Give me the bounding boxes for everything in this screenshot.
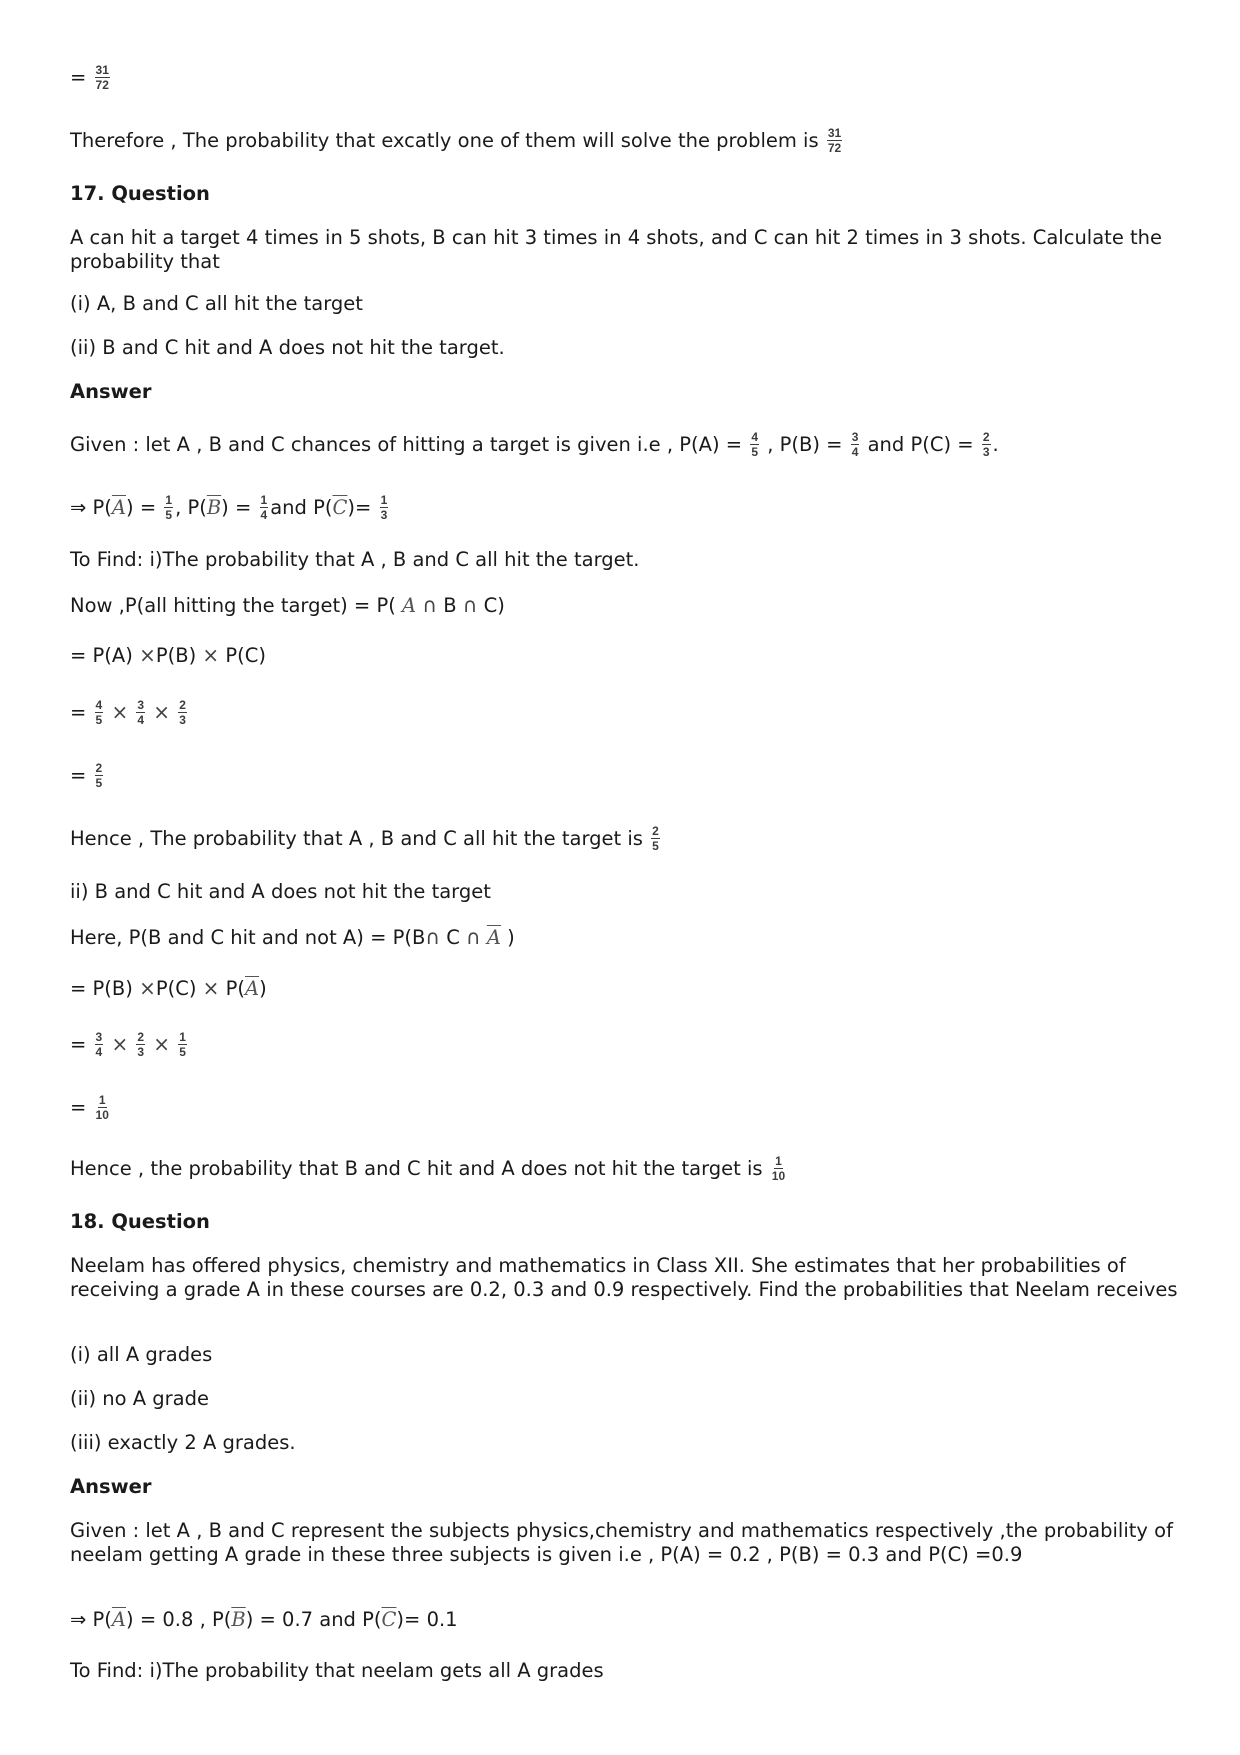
now-line: Now ,P(all hitting the target) = P( A ∩ B ∩ C) — [70, 593, 505, 617]
implies-arrow: ⇒ — [70, 496, 87, 519]
equals-sign: = — [70, 66, 87, 89]
find-ii-line: ii) B and C hit and A does not hit the target — [70, 880, 491, 903]
implies-arrow: ⇒ — [70, 1608, 87, 1631]
fraction: $\frac{3}{4}$ — [137, 698, 145, 727]
find-i-line: To Find: i)The probability that A , B and C all hit the target. — [70, 548, 640, 571]
step-4-line: = $\frac{1}{10}$ — [70, 1093, 109, 1122]
step-3-line: = $\frac{3}{4}$ × $\frac{2}{3}$ × $\frac{1}{5}$ — [70, 1030, 186, 1059]
fraction: $\frac{31}{72}$ — [827, 126, 842, 155]
question-18-heading: 18. Question — [70, 1210, 210, 1233]
answer-17-heading: Answer — [70, 380, 152, 403]
q18-find-i-line: To Find: i)The probability that neelam gets all A grades — [70, 1659, 604, 1682]
fraction: $\frac{2}{3}$ — [982, 430, 990, 459]
product-ii-line: = $P(B) \times P(C) \times P(\overline{A})$ — [70, 976, 267, 1000]
q18-complement-line: ⇒ $P(\overline{A}) = 0.8$ , $P(\overline{B}) = 0.7$ and $P(\overline{C})= 0.1$ — [70, 1608, 458, 1631]
therefore-line — [70, 127, 844, 156]
question-18-statement: Neelam has offered physics, chemistry and mathematics in Class XII. She estimates that her probabilities of receiving a grade A in these courses are 0.2, 0.3 and 0.9 respectively. Find the probabilities that Neelam receives — [70, 1254, 1178, 1301]
fraction: $\frac{1}{3}$ — [380, 493, 388, 522]
question-18-part-iii: (iii) exactly 2 A grades. — [70, 1431, 296, 1454]
fraction: $\frac{3}{4}$ — [95, 1030, 103, 1059]
given-line: Given : let A , B and C chances of hitting a target is given i.e , P(A) = $\frac{4}{5}$ , P(B) = $\frac{3}{4}$ and P(C) = $\frac{2}{3}$ . — [70, 430, 999, 459]
here-line: Here, P(B and C hit and not A) = P(B∩ C ∩ $\overline{A}$ ) — [70, 925, 515, 949]
fraction: $\frac{2}{5}$ — [95, 761, 103, 790]
fraction: $\frac{31}{72}$ — [95, 63, 109, 92]
result-line — [70, 64, 112, 93]
fraction: $\frac{2}{3}$ — [137, 1030, 145, 1059]
answer-18-heading: Answer — [70, 1475, 152, 1498]
question-17-heading: 17. Question — [70, 182, 210, 205]
product-line: = P(A) ×P(B) × P(C) — [70, 643, 266, 667]
hence-ii-line: Hence , the probability that B and C hit and A does not hit the target is $\frac{1}{10}$ — [70, 1154, 786, 1183]
fraction: $\frac{4}{5}$ — [95, 698, 103, 727]
fraction: $\frac{1}{10}$ — [771, 1154, 786, 1183]
fraction: $\frac{1}{5}$ — [179, 1030, 186, 1059]
fraction: $\frac{2}{3}$ — [179, 698, 186, 727]
question-17-part-i: (i) A, B and C all hit the target — [70, 292, 363, 315]
step-1-line: = $\frac{4}{5}$ × $\frac{3}{4}$ × $\frac{2}{3}$ — [70, 698, 186, 727]
question-18-part-ii: (ii) no A grade — [70, 1387, 209, 1410]
step-2-line: = $\frac{2}{5}$ — [70, 761, 103, 790]
question-17-statement: A can hit a target 4 times in 5 shots, B can hit 3 times in 4 shots, and C can hit 2 times in 3 shots. Calculate the probability that — [70, 226, 1163, 273]
question-17-part-ii: (ii) B and C hit and A does not hit the target. — [70, 336, 505, 359]
complement-line: ⇒ $P(\overline{A})$ = $\frac{1}{5}$ , $P(\overline{B})$ = $\frac{1}{4}$ and $P(\overline{C})=$ $\frac{1}{3}$ — [70, 493, 388, 522]
fraction: $\frac{1}{5}$ — [165, 493, 173, 522]
question-18-part-i: (i) all A grades — [70, 1343, 213, 1366]
fraction: $\frac{1}{10}$ — [95, 1093, 109, 1122]
therefore-text: Therefore , The probability that excatly one of them will solve the problem is — [70, 129, 819, 152]
fraction: $\frac{2}{5}$ — [652, 824, 659, 853]
answer-18-given: Given : let A , B and C represent the subjects physics,chemistry and mathematics respectively ,the probability of neelam getting A grade in these three subjects is given i.e , P(A) = 0.2 , P(B) = 0.3 and P(C) =0.9 — [70, 1519, 1173, 1566]
fraction: $\frac{4}{5}$ — [751, 430, 758, 459]
fraction: $\frac{3}{4}$ — [851, 430, 859, 459]
hence-i-line: Hence , The probability that A , B and C all hit the target is $\frac{2}{5}$ — [70, 824, 659, 853]
fraction: $\frac{1}{4}$ — [260, 493, 268, 522]
